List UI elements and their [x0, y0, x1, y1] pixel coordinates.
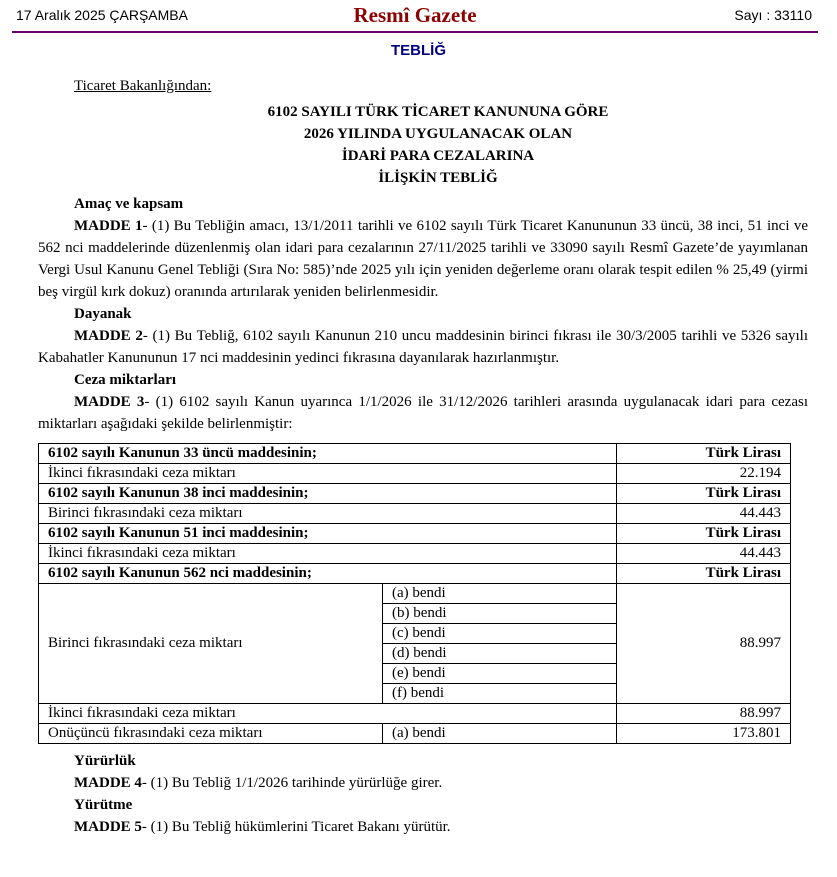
issue-date: 17 Aralık 2025 ÇARŞAMBA [16, 7, 188, 23]
table-row [39, 704, 791, 724]
article-heading: Yürütme [74, 797, 133, 813]
article-label: MADDE 5 [74, 819, 142, 835]
row-label: Onüçüncü fıkrasındaki ceza miktarı [39, 724, 383, 744]
article-heading: Ceza miktarları [74, 372, 177, 388]
article-ref: 6102 sayılı Kanunun 33 üncü maddesinin; [39, 444, 617, 464]
article-4 [38, 750, 808, 794]
row-label: İkinci fıkrasındaki ceza miktarı [39, 544, 617, 564]
row-amount: 88.997 [617, 584, 791, 704]
article-2 [38, 303, 808, 369]
document-title [38, 101, 808, 189]
article-heading: Amaç ve kapsam [74, 196, 184, 212]
article-5 [38, 794, 808, 838]
issue-number: Sayı : 33110 [734, 7, 812, 23]
article-text: MADDE 5- (1) Bu Tebliğ hükümlerini Ticaret Bakanı yürütür. [74, 819, 451, 835]
row-label: Birinci fıkrasındaki ceza miktarı [39, 584, 383, 704]
row-label: İkinci fıkrasındaki ceza miktarı [39, 704, 617, 724]
table-row [39, 464, 791, 484]
table-section-header [39, 444, 791, 464]
masthead [12, 0, 818, 33]
article-text: MADDE 3- (1) 6102 sayılı Kanun uyarınca 1/1/2026 ile 31/12/2026 tarihleri arasında uygulanacak idari para cezası miktarları aşağıdaki şekilde belirlenmiştir: [38, 394, 808, 432]
issuing-ministry: Ticaret Bakanlığından: [74, 78, 212, 94]
table-row [39, 504, 791, 524]
penalty-table [38, 443, 791, 744]
row-amount: 88.997 [617, 704, 791, 724]
currency-header: Türk Lirası [617, 524, 791, 544]
bent-cell: (d) bendi [383, 644, 617, 664]
article-ref: 6102 sayılı Kanunun 38 inci maddesinin; [39, 484, 617, 504]
article-text: MADDE 4- (1) Bu Tebliğ 1/1/2026 tarihinde yürürlüğe girer. [74, 775, 443, 791]
currency-header: Türk Lirası [617, 444, 791, 464]
currency-header: Türk Lirası [617, 484, 791, 504]
row-amount: 44.443 [617, 544, 791, 564]
gazette-title: Resmî Gazete [353, 3, 477, 27]
article-heading: Dayanak [74, 306, 132, 322]
article-1 [38, 193, 808, 303]
article-label: MADDE 3 [74, 394, 145, 410]
row-amount: 22.194 [617, 464, 791, 484]
bent-cell: (e) bendi [383, 664, 617, 684]
table-section-header [39, 564, 791, 584]
bent-cell: (b) bendi [383, 604, 617, 624]
row-label: Birinci fıkrasındaki ceza miktarı [39, 504, 617, 524]
article-label: MADDE 4 [74, 775, 142, 791]
row-amount: 173.801 [617, 724, 791, 744]
article-ref: 6102 sayılı Kanunun 562 nci maddesinin; [39, 564, 617, 584]
title-line: İLİŞKİN TEBLİĞ [378, 170, 498, 186]
document-body [38, 75, 808, 838]
table-row [39, 584, 791, 604]
article-label: MADDE 1 [74, 218, 143, 234]
title-line: 6102 SAYILI TÜRK TİCARET KANUNUNA GÖRE [267, 104, 609, 120]
article-text: MADDE 1- (1) Bu Tebliğin amacı, 13/1/2011 tarihli ve 6102 sayılı Türk Ticaret Kanununun 33 üncü, 38 inci, 51 inci ve 562 nci maddelerinde düzenlenmiş olan idari para cezalarının 27/11/2025 tarihli ve 33090 sayılı Resmî Gazete’de yayımlanan Vergi Usul Kanunu Genel Tebliği (Sıra No: 585)’nde 2025 yılı için yeniden değerleme oranı olarak tespit edilen % 25,49 (yirmi beş virgül kırk dokuz) oranında artırılarak yeniden belirlenmesidir. [38, 218, 808, 300]
row-label: İkinci fıkrasındaki ceza miktarı [39, 464, 617, 484]
title-line: 2026 YILINDA UYGULANACAK OLAN [303, 126, 573, 142]
bent-cell: (a) bendi [383, 724, 617, 744]
row-amount: 44.443 [617, 504, 791, 524]
table-row [39, 544, 791, 564]
bent-cell: (c) bendi [383, 624, 617, 644]
bent-cell: (f) bendi [383, 684, 617, 704]
title-line: İDARİ PARA CEZALARINA [341, 148, 535, 164]
currency-header: Türk Lirası [617, 564, 791, 584]
article-ref: 6102 sayılı Kanunun 51 inci maddesinin; [39, 524, 617, 544]
table-section-header [39, 484, 791, 504]
article-label: MADDE 2 [74, 328, 143, 344]
article-text: MADDE 2- (1) Bu Tebliğ, 6102 sayılı Kanunun 210 uncu maddesinin birinci fıkrası ile 30/3/2005 tarihli ve 5326 sayılı Kabahatler Kanununun 17 nci maddesinin yedinci fıkrasına dayanılarak hazırlanmıştır. [38, 328, 808, 366]
section-type-label: TEBLİĞ [391, 42, 446, 59]
bent-cell: (a) bendi [383, 584, 617, 604]
article-heading: Yürürlük [74, 753, 136, 769]
article-3 [38, 369, 808, 435]
table-section-header [39, 524, 791, 544]
table-row [39, 724, 791, 744]
